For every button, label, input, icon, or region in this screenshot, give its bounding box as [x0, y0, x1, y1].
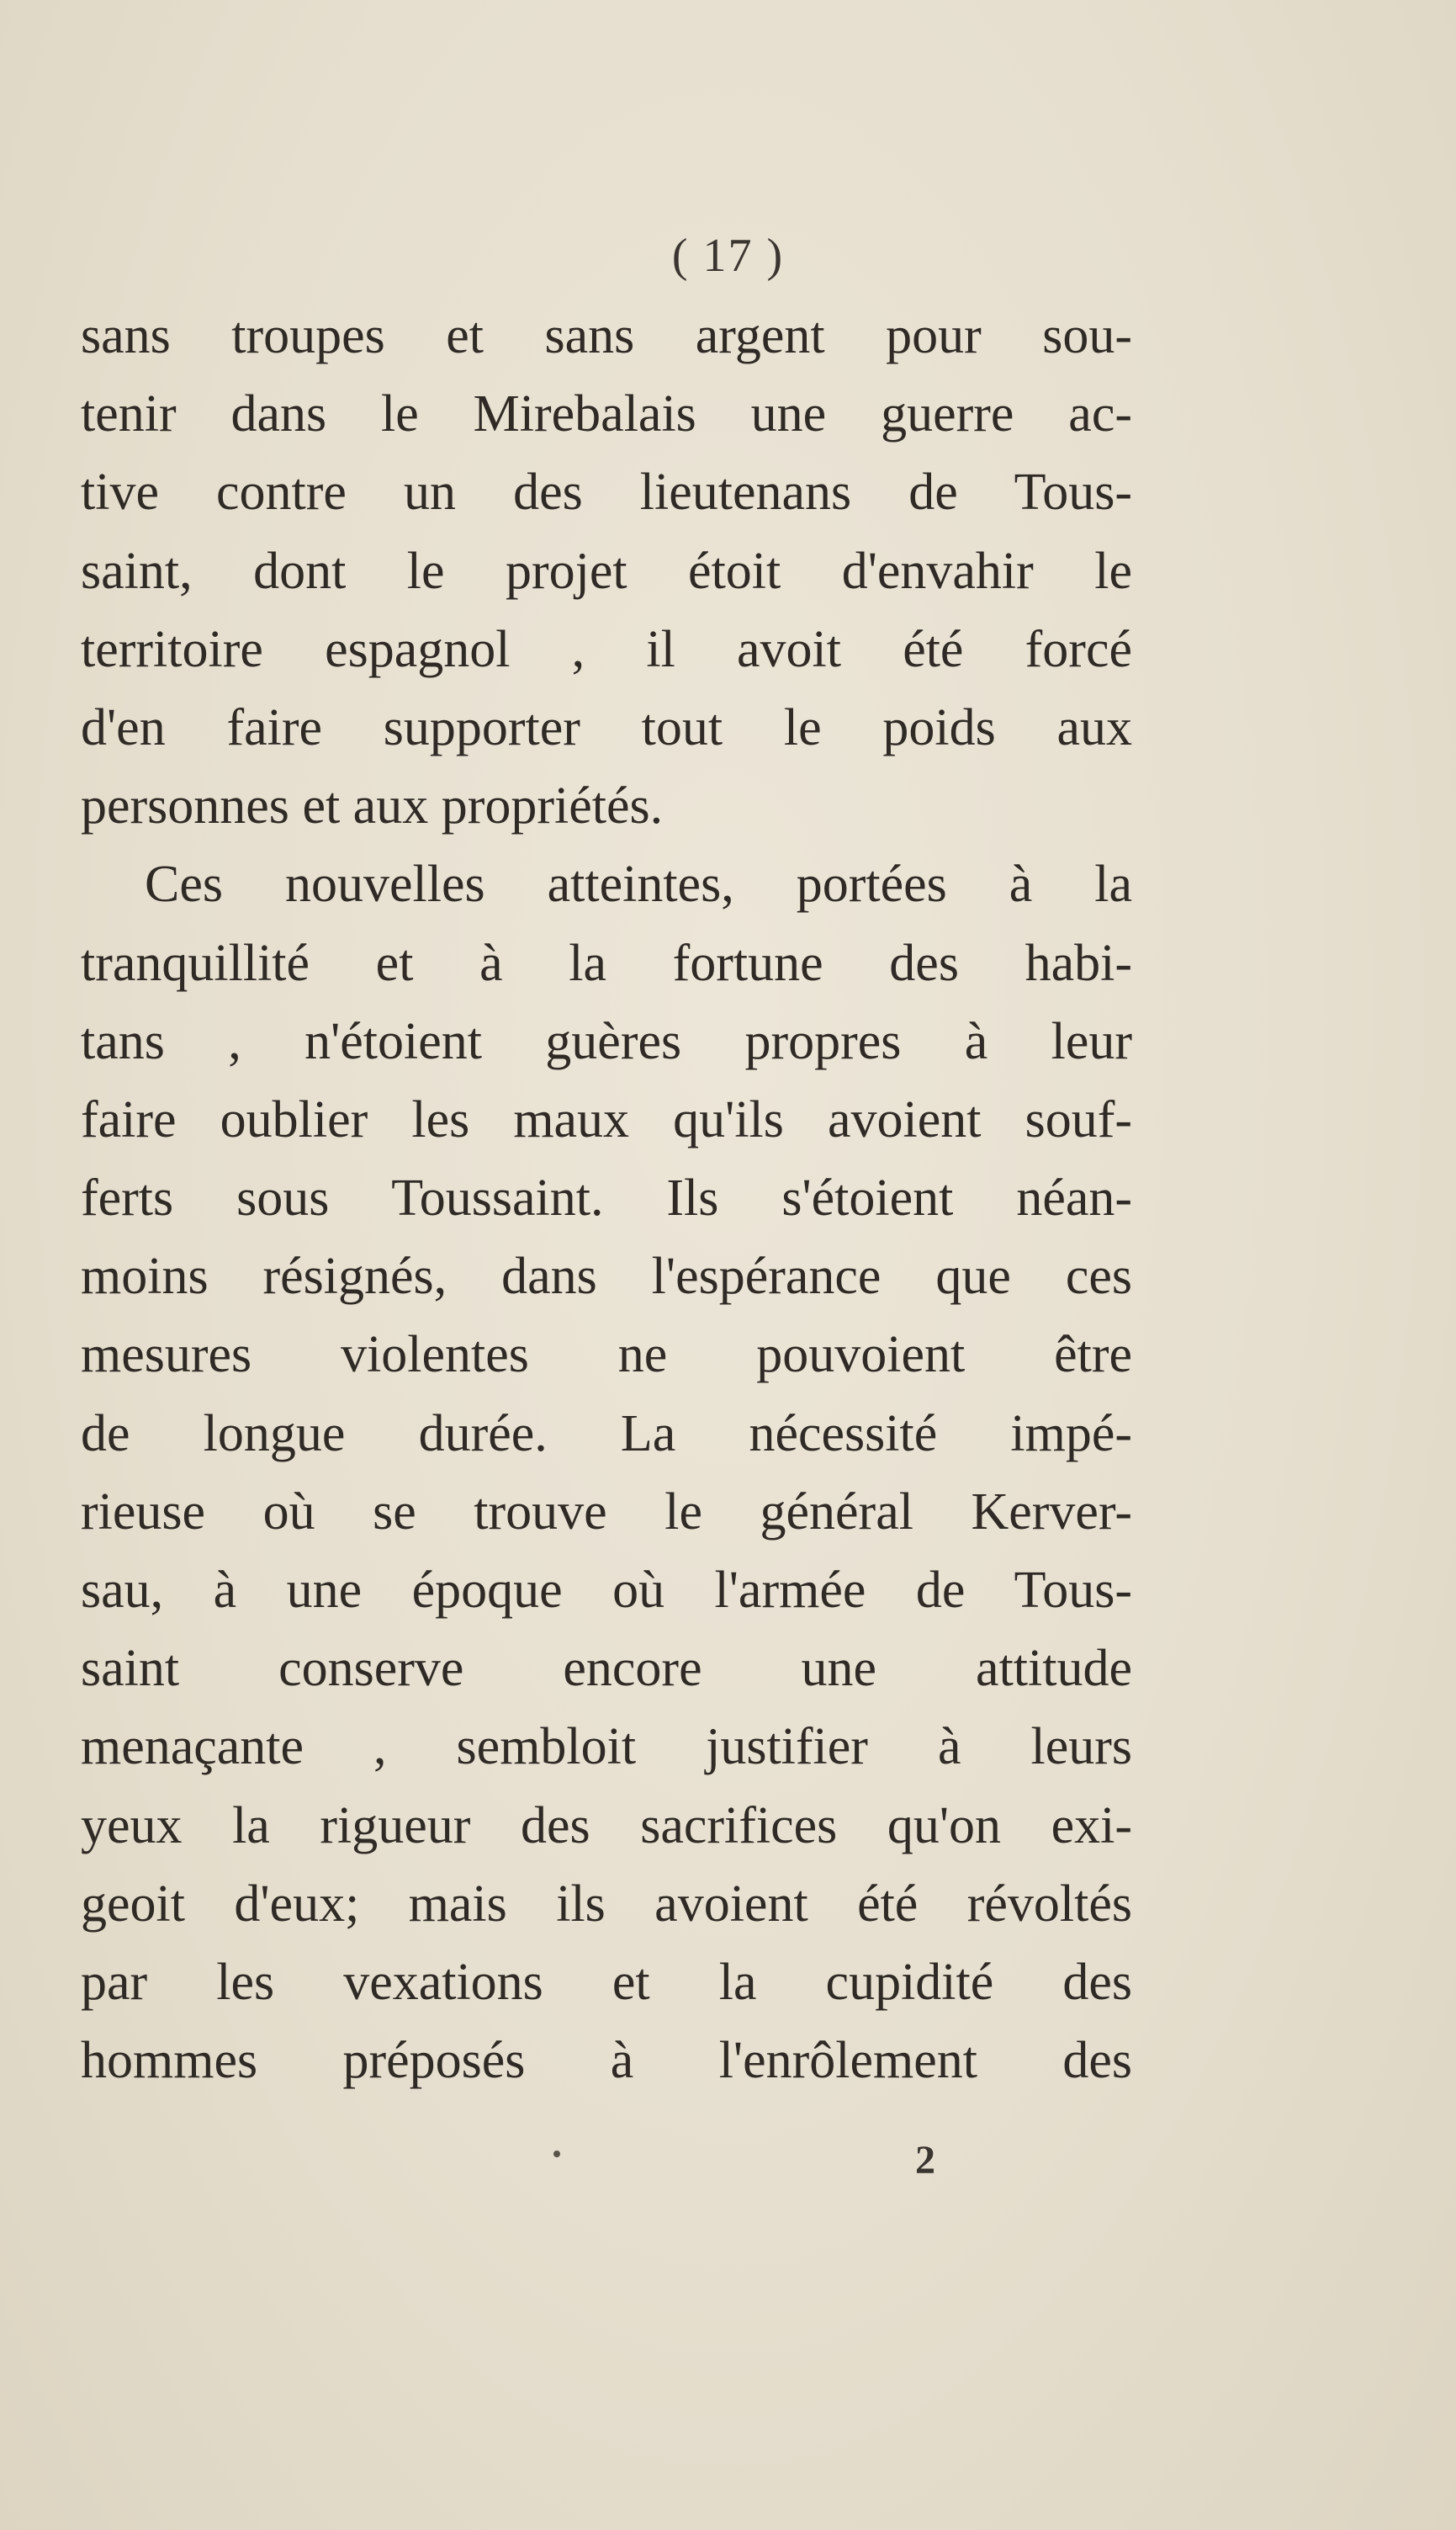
text-line: saint conserve encore une attitude — [81, 1640, 1132, 1698]
text-line: tranquillité et à la fortune des habi- — [81, 934, 1132, 992]
text-line: yeux la rigueur des sacrifices qu'on exi- — [81, 1796, 1132, 1854]
signature-mark: 2 — [915, 2138, 935, 2183]
text-line: hommes préposés à l'enrôlement des — [81, 2032, 1132, 2090]
text-line: sans troupes et sans argent pour sou- — [81, 307, 1132, 364]
text-line: moins résignés, dans l'espérance que ces — [81, 1248, 1132, 1306]
text-line: geoit d'eux; mais ils avoient été révoltés — [81, 1875, 1132, 1933]
text-line: tans , n'étoient guères propres à leur — [81, 1012, 1132, 1070]
text-line: de longue durée. La nécessité impé- — [81, 1404, 1132, 1462]
text-line: ferts sous Toussaint. Ils s'étoient néan- — [81, 1170, 1132, 1228]
text-line: par les vexations et la cupidité des — [81, 1953, 1132, 2011]
text-line: tenir dans le Mirebalais une guerre ac- — [81, 385, 1132, 443]
text-line: personnes et aux propriétés. — [81, 777, 664, 835]
text-line: sau, à une époque où l'armée de Tous- — [81, 1562, 1132, 1619]
text-line: mesures violentes ne pouvoient être — [81, 1326, 1132, 1384]
text-line: saint, dont le projet étoit d'envahir le — [81, 542, 1132, 600]
text-line: tive contre un des lieutenans de Tous- — [81, 464, 1132, 522]
ink-dot — [553, 2151, 560, 2157]
text-line: territoire espagnol , il avoit été forcé — [81, 620, 1132, 678]
page-number: ( 17 ) — [671, 230, 785, 282]
text-line: faire oublier les maux qu'ils avoient souf- — [81, 1090, 1132, 1148]
text-line: Ces nouvelles atteintes, portées à la — [145, 856, 1132, 914]
text-line: menaçante , sembloit justifier à leurs — [81, 1718, 1132, 1776]
text-line: d'en faire supporter tout le poids aux — [81, 698, 1132, 756]
body-text — [81, 297, 1132, 2100]
text-line: rieuse où se trouve le général Kerver- — [81, 1482, 1132, 1541]
